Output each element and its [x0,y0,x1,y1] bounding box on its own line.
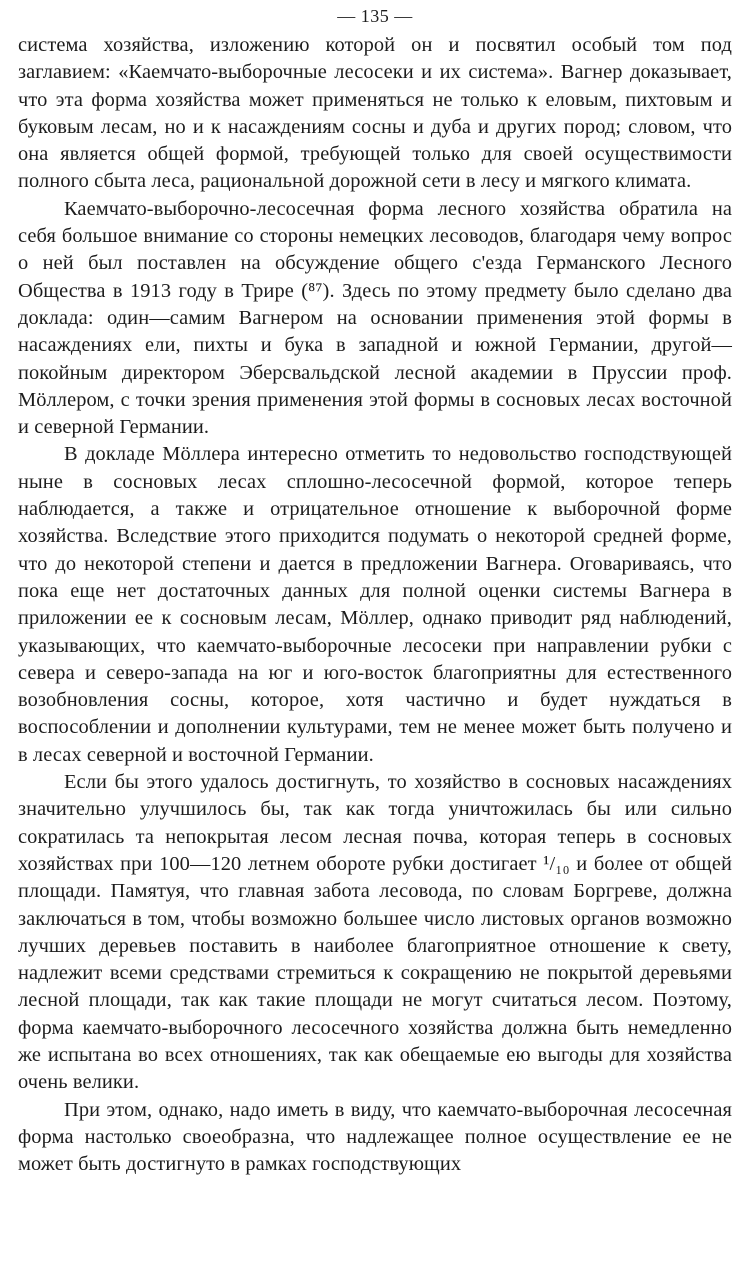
paragraph-5: При этом, однако, надо иметь в виду, что каемчато-выборочная лесосечная форма настолько своеобразна, что надлежащее полное осуществление ее не может быть достигнуто в рамках господствующих [18,1098,732,1176]
paragraph-1: система хозяйства, изложению которой он и посвятил особый том под заглавием: «Каемчато-выборочные лесосеки и их система». Вагнер доказывает, что эта форма хозяйства может применяться не только к еловым, пихтовым и буковым лесам, но и к насаждениям сосны и дуба и других пород; словом, что она является общей формой, требующей только для своей осуществимости полного сбыта леса, рациональной дорожной сети в лесу и мягкого климата. [18,34,732,193]
paragraph-3: В докладе Мöллера интересно отметить то недовольство господствующей ныне в сосновых лесах сплошно-лесосечной формой, которое теперь наблюдается, а также и отрицательное отношение к выборочной форме хозяйства. Вследствие этого приходится подумать о некоторой средней форме, что до некоторой степени и дается в предложении Вагнера. Оговариваясь, что пока еще нет достаточных данных для полной оценки системы Вагнера в приложении ее к сосновым лесам, Мöллер, однако приводит ряд наблюдений, указывающих, что каемчато-выборочные лесосеки при направлении рубки с севера и северо-запада на юг и юго-восток благоприятны для естественного возобновления сосны, которое, хотя частично и будет нуждаться в воспособлении и дополнении культурами, тем не менее может быть получено и в лесах северной и восточной Германии. [18,443,732,766]
page-number: — 135 — [337,6,413,26]
paragraph-2: Каемчато-выборочно-лесосечная форма лесного хозяйства обратила на себя большое внимание со стороны немецких лесоводов, благодаря чему вопрос о ней был поставлен на обсуждение общего с'езда Германского Лесного Общества в 1913 году в Трире (⁸⁷). Здесь по этому предмету было сделано два доклада: один—самим Вагнером на основании применения этой формы в насаждениях ели, пихты и бука в западной и южной Германии, другой—покойным директором Эберсвальдской лесной академии в Пруссии проф. Мöллером, с точки зрения применения этой формы в сосновых лесах восточной и северной Германии. [18,197,732,439]
document-page [18,0,732,1274]
paragraph-4: Если бы этого удалось достигнуть, то хозяйство в сосновых насаждениях значительно улучшилось бы, так как тогда уничтожилась бы или сильно сократилась та непокрытая лесом лесная почва, которая теперь в сосновых хозяйствах при 100—120 летнем обороте рубки достигает ¹/₁₀ и более от общей площади. Памятуя, что главная забота лесовода, по словам Боргреве, должна заключаться в том, чтобы возможно большее число листовых органов возможно лучших деревьев поставить в наиболее благоприятное отношение к свету, надлежит всеми средствами стремиться к сокращению не покрытой деревьями лесной площади, так как такие площади не могут считаться лесом. Поэтому, форма каемчато-выборочного лесосечного хозяйства должна быть немедленно же испытана во всех отношениях, так как обещаемые ею выгоды для хозяйства очень велики. [18,771,732,1094]
